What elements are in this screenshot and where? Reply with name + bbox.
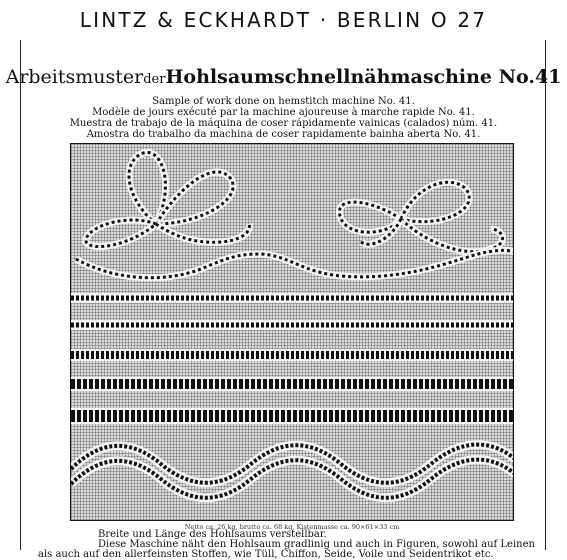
description-line-2: Diese Maschine näht den Hohlsaum gradlinig und auch in Figuren, sowohl auf Leinen bbox=[98, 539, 535, 550]
title-part-1: Arbeitsmuster bbox=[5, 66, 144, 88]
subtitle-french: Modèle de jours exécuté par la machine ajoureuse à marche rapide No. 41. bbox=[92, 107, 475, 118]
left-flower-motif bbox=[86, 152, 250, 246]
straight-hemstitch-rows bbox=[71, 293, 514, 424]
description-line-3: als auch auf den allerfeinsten Stoffen, wie Tüll, Chiffon, Seide, Voile und Seidentrikot etc. bbox=[38, 549, 494, 560]
subtitle-block bbox=[0, 96, 567, 140]
right-flower-motif bbox=[339, 182, 502, 251]
subtitle-portuguese: Amostra do trabalho da machina de coser rapidamente bainha aberta No. 41. bbox=[86, 129, 481, 140]
wavy-hemstitch-band bbox=[71, 445, 514, 498]
company-header: LINTZ & ECKHARDT · BERLIN O 27 bbox=[79, 8, 488, 32]
hemstitch-pattern bbox=[71, 144, 514, 521]
description-text bbox=[38, 530, 538, 560]
page-title bbox=[0, 66, 567, 88]
description-line-1: Breite und Länge des Hohlsaums verstellbar. bbox=[98, 529, 327, 540]
embroidery-sample-photo bbox=[70, 143, 514, 521]
sample-caption: Netto ca. 26 kg, brutto ca. 68 kg, Kistenmasse ca. 90×61×33 cm bbox=[184, 523, 400, 531]
title-part-3: Hohlsaumschnellnähmaschine No.41 bbox=[165, 66, 562, 88]
scallop-border bbox=[76, 250, 514, 277]
title-part-2: der bbox=[143, 72, 166, 87]
subtitle-spanish: Muestra de trabajo de la máquina de coser rápidamente vainicas (calados) núm. 41. bbox=[69, 118, 498, 129]
subtitle-english: Sample of work done on hemstitch machine No. 41. bbox=[152, 96, 415, 107]
